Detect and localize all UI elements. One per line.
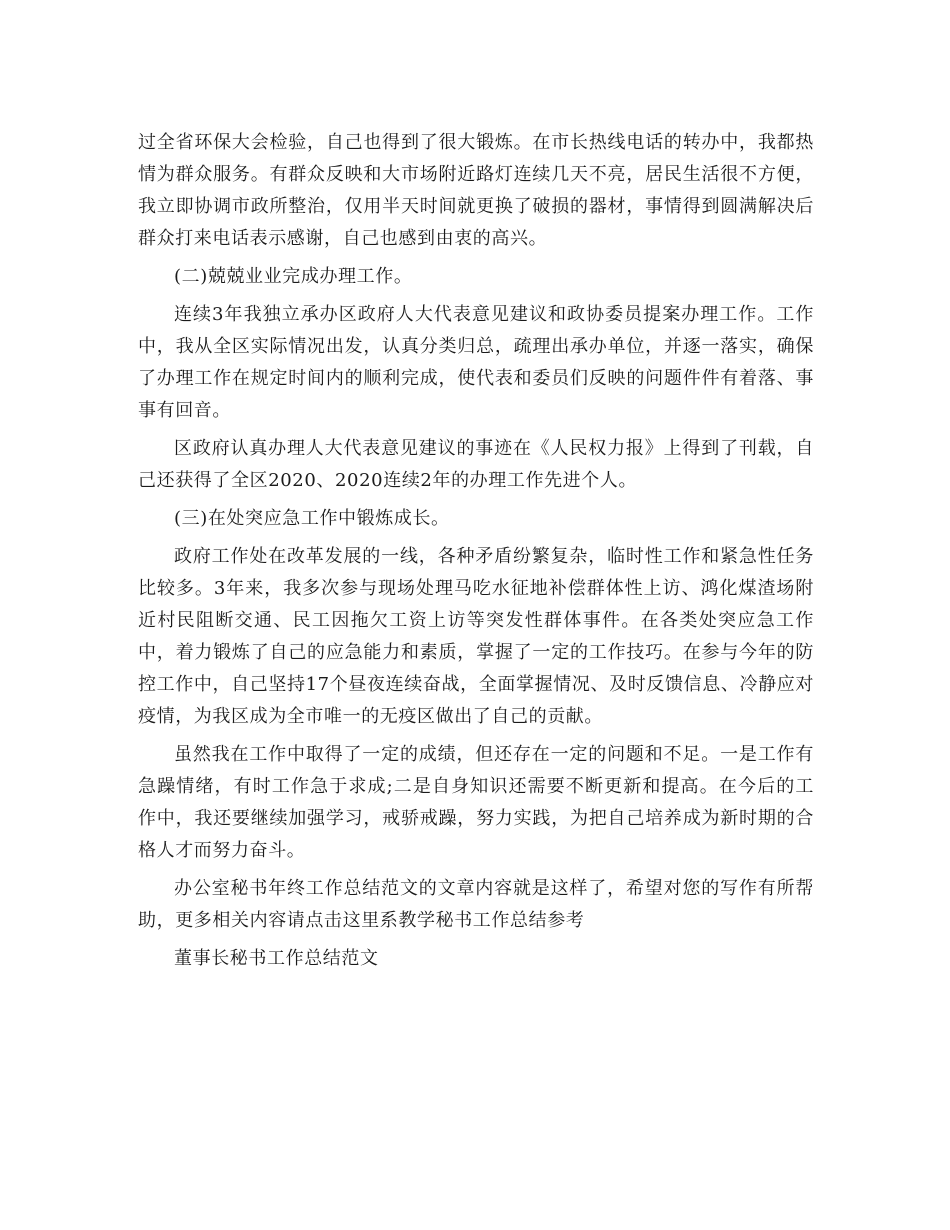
paragraph-award: 区政府认真办理人大代表意见建议的事迹在《人民权力报》上得到了刊载，自己还获得了全区2020、2020连续2年的办理工作先进个人。 [138,438,814,491]
related-article-link[interactable]: 董事长秘书工作总结范文 [174,948,379,969]
paragraph-closing: 办公室秘书年终工作总结范文的文章内容就是这样了，希望对您的写作有所帮助，更多相关内容请点击这里系教学秘书工作总结参考 [138,878,814,931]
paragraph-handling-work: 连续3年我独立承办区政府人大代表意见建议和政协委员提案办理工作。工作中，我从全区实际情况出发，认真分类归总，疏理出承办单位，并逐一落实，确保了办理工作在规定时间内的顺利完成，使代表和委员们反映的问题件件有着落、事事有回音。 [138,304,814,421]
paragraph-shortcomings: 虽然我在工作中取得了一定的成绩，但还存在一定的问题和不足。一是工作有急躁情绪，有时工作急于求成;二是自身知识还需要不断更新和提高。在今后的工作中，我还要继续加强学习，戒骄戒躁，努力实践，为把自己培养成为新时期的合格人才而努力奋斗。 [138,744,814,861]
section-heading-3: (三)在处突应急工作中锻炼成长。 [174,508,450,529]
document-body [138,127,814,981]
section-heading-2: (二)兢兢业业完成办理工作。 [174,266,413,287]
paragraph-intro-continuation: 过全省环保大会检验，自己也得到了很大锻炼。在市长热线电话的转办中，我都热情为群众服务。有群众反映和大市场附近路灯连续几天不亮，居民生活很不方便，我立即协调市政所整治，仅用半天时间就更换了破损的器材，事情得到圆满解决后群众打来电话表示感谢，自己也感到由衷的高兴。 [138,132,814,249]
paragraph-emergency-work: 政府工作处在改革发展的一线，各种矛盾纷繁复杂，临时性工作和紧急性任务比较多。3年来，我多次参与现场处理马吃水征地补偿群体性上访、鸿化煤渣场附近村民阻断交通、民工因拖欠工资上访等突发性群体事件。在各类处突应急工作中，着力锻炼了自己的应急能力和素质，掌握了一定的工作技巧。在参与今年的防控工作中，自己坚持17个昼夜连续奋战，全面掌握情况、及时反馈信息、冷静应对疫情，为我区成为全市唯一的无疫区做出了自己的贡献。 [138,546,814,727]
